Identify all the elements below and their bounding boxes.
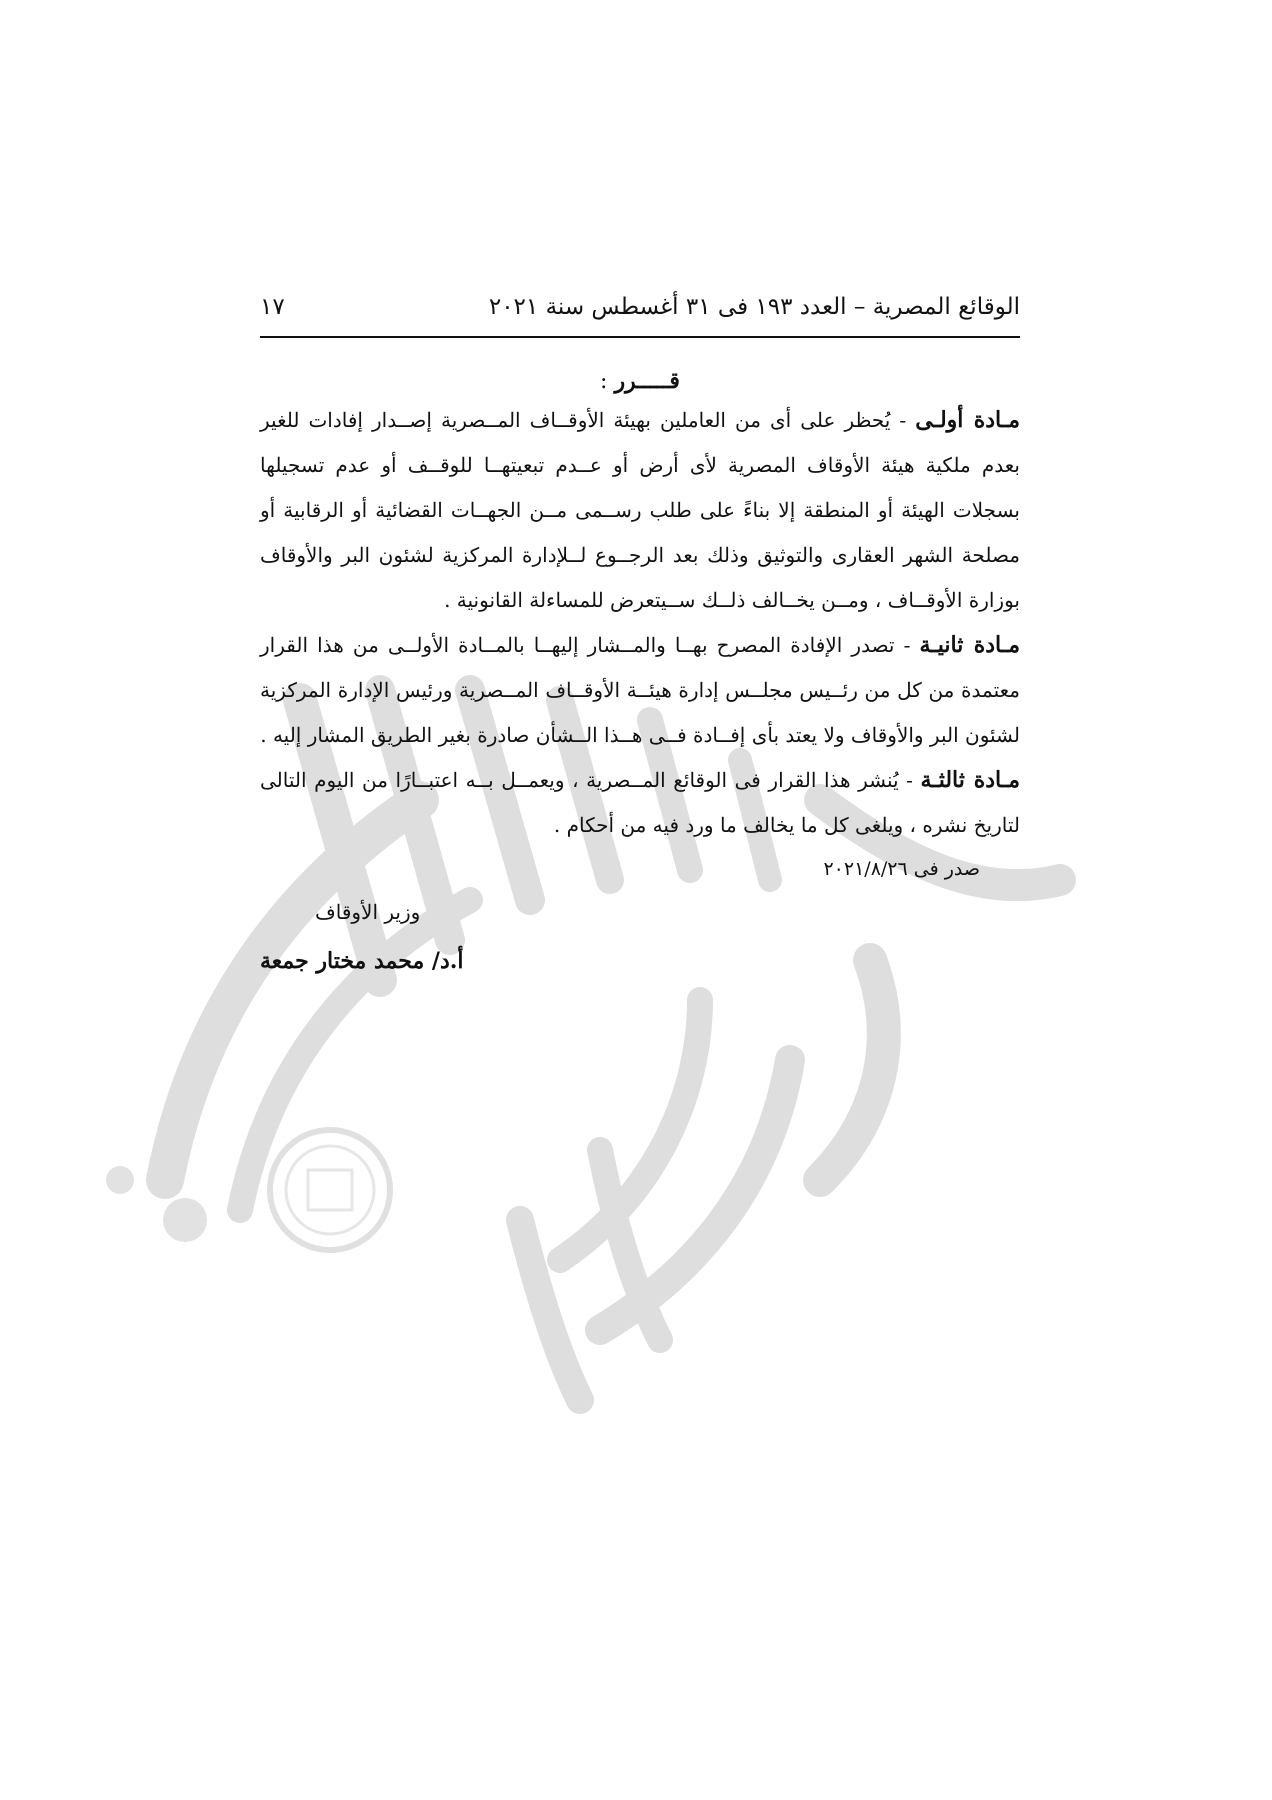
decision-heading bbox=[260, 368, 1020, 394]
article-second bbox=[260, 623, 1020, 758]
article-second-text: - تصدر الإفادة المصرح بهــا والمــشار إليهــا بالمــادة الأولــى من هذا القرار معتمدة من كل من رئــيس مجلــس إدارة هيئــة الأوقــاف المــصرية ورئيس الإدارة المركزية لشئون البر والأوقاف ولا يعتد بأى إفــادة فــى هــذا الــشأن صادرة بغير الطريق المشار إليه . bbox=[260, 633, 1020, 747]
signature-block bbox=[260, 880, 1020, 1000]
article-first-label: مـادة أولـى bbox=[915, 407, 1020, 433]
decision-heading-label: قـــــرر bbox=[614, 368, 680, 394]
article-first bbox=[260, 398, 1020, 623]
gazette-title: الوقائع المصرية – العدد ١٩٣ فى ٣١ أغسطس سنة ٢٠٢١ bbox=[488, 294, 1020, 320]
signatory-title: وزير الأوقاف bbox=[315, 900, 421, 924]
gazette-page bbox=[260, 290, 1020, 1000]
article-third-label: مـادة ثالثـة bbox=[920, 767, 1020, 793]
signatory-name: أ.د/ محمد مختار جمعة bbox=[260, 948, 464, 974]
page-header bbox=[260, 290, 1020, 338]
article-third bbox=[260, 758, 1020, 848]
article-first-text: - يُحظر على أى من العاملين بهيئة الأوقــاف المــصرية إصــدار إفادات للغير بعدم ملكية هيئة الأوقاف المصرية لأى أرض أو عــدم تبعيتهــا للوقــف أو عدم تسجيلها بسجلات الهيئة أو المنطقة إلا بناءً على طلب رســمى مــن الجهــات القضائية أو الرقابية أو مصلحة الشهر العقارى والتوثيق وذلك بعد الرجــوع لــلإدارة المركزية لشئون البر والأوقاف بوزارة الأوقــاف ، ومــن يخــالف ذلــك ســيتعرض للمساءلة القانونية . bbox=[260, 408, 1020, 612]
issue-date: صدر فى ٢٠٢١/٨/٢٦ bbox=[823, 858, 980, 880]
page-number: ١٧ bbox=[260, 294, 285, 320]
article-second-label: مـادة ثانيـة bbox=[919, 632, 1020, 658]
decision-heading-colon: : bbox=[600, 369, 615, 394]
article-third-text: - يُنشر هذا القرار فى الوقائع المــصرية ، ويعمــل بــه اعتبــارًا من اليوم التالى لتاريخ نشره ، ويلغى كل ما يخالف ما ورد فيه من أحكام . bbox=[260, 768, 1020, 837]
